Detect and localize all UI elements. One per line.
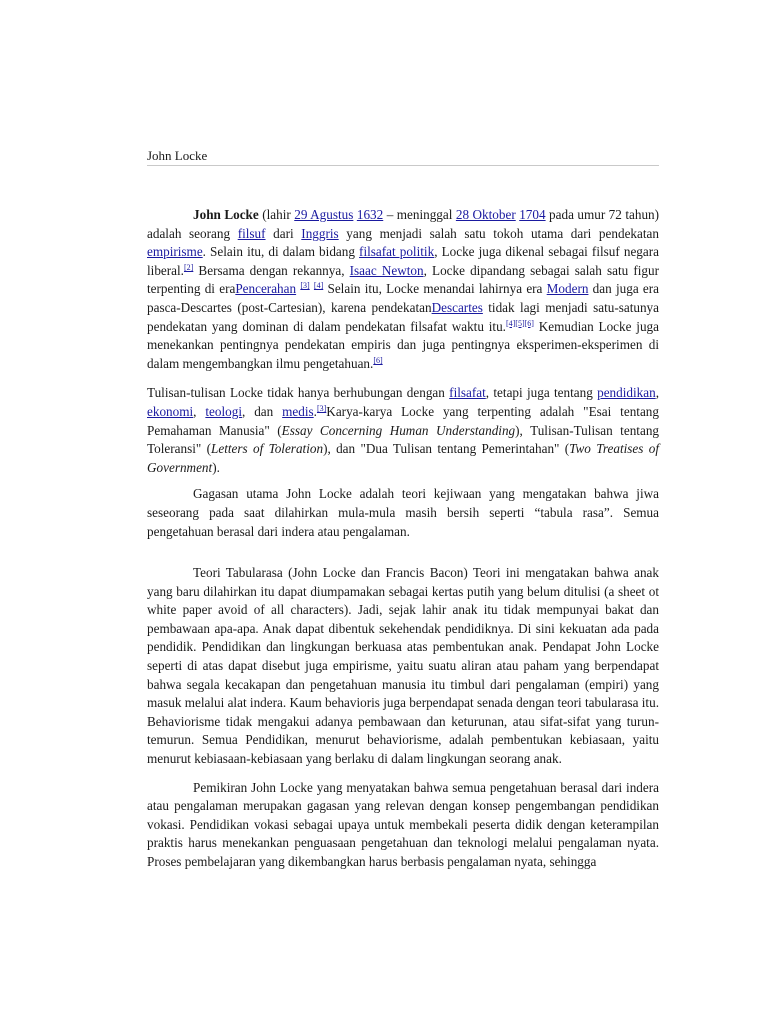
link-1704[interactable]: 1704 <box>519 207 546 222</box>
link-28-oktober[interactable]: 28 Oktober <box>455 207 516 222</box>
link-filsafat[interactable]: filsafat <box>449 385 486 401</box>
link-inggris[interactable]: Inggris <box>301 225 339 241</box>
document-body <box>147 206 659 872</box>
link-medis[interactable]: medis <box>282 403 314 419</box>
link-modern[interactable]: Modern <box>546 281 589 297</box>
link-teologi[interactable]: teologi <box>205 403 242 419</box>
link-empirisme[interactable]: empirisme <box>147 244 203 260</box>
paragraph-works: Tulisan-tulisan Locke tidak hanya berhubungan dengan filsafat, tetapi juga tentang pendidikan, ekonomi, teologi, dan medis.[3]Karya-karya Locke yang terpenting adalah "Esai tentang Pemahaman Manusia" (Essay Concerning Human Understanding), Tulisan-Tulisan tentang Toleransi" (Letters of Toleration), dan "Dua Tulisan tentang Pemerintahan" (Two Treatises of Government). <box>147 385 660 475</box>
citation-4[interactable]: [4] <box>313 281 324 291</box>
link-ekonomi[interactable]: ekonomi <box>147 403 194 419</box>
title-divider <box>147 165 659 166</box>
link-pencerahan[interactable]: Pencerahan <box>235 281 297 297</box>
citation-3b[interactable]: [3] <box>316 403 327 413</box>
page-title: John Locke <box>147 148 208 163</box>
link-filsuf[interactable]: filsuf <box>237 225 266 241</box>
subject-name: John Locke <box>193 207 259 222</box>
citation-6[interactable]: [6] <box>373 355 383 365</box>
citation-2[interactable]: [2] <box>183 262 194 272</box>
paragraph-vocational: Pemikiran John Locke yang menyatakan bahwa semua pengetahuan berasal dari indera atau pengalaman merupakan gagasan yang relevan dengan konsep pengembangan pendidikan vokasi. Pendidikan vokasi sebagai upaya untuk membekali peserta didik dengan keterampilan praktis harus menekankan penguasaan pengetahuan dan teknologi melalui pengalaman nyata. Proses pembelajaran yang dikembangkan harus berbasis pengalaman nyata, sehingga <box>147 779 659 869</box>
paragraph-tabula-rasa: Teori Tabularasa (John Locke dan Francis Bacon) Teori ini mengatakan bahwa anak yang baru dilahirkan itu dapat diumpamakan sebagai kertas putih yang belum ditulisi (a sheet ot white paper avoid of all characters). Jadi, sejak lahir anak itu tidak mempunyai bakat dan pembawaan apa-apa. Anak dapat dibentuk sekehendak pendidiknya. Di sini kekuatan ada pada pendidik. Pendidikan dan lingkungan berkuasa atas pembentukan anak. Pendapat John Locke seperti di atas dapat disebut juga empirisme, yaitu suatu aliran atau paham yang berpendapat bahwa segala kecakapan dan pengetahuan manusia itu timbul dari pengalaman (empiri) yang masuk melalui alat indera. Kaum behavioris juga berpendapat senada dengan teori tabularasa itu. Behaviorisme tidak mengakui adanya pembawaan dan keturunan, atau sifat-sifat yang turun-temurun. Semua Pendidikan, menurut behaviorisme, adalah pembentukan kebiasaan, yaitu menurut kebiasaan-kebiasaan yang berlaku di dalam lingkungan seorang anak. <box>147 565 659 767</box>
link-isaac-newton[interactable]: Isaac Newton <box>349 262 424 278</box>
link-descartes[interactable]: Descartes <box>431 299 483 315</box>
paragraph-main-idea: Gagasan utama John Locke adalah teori kejiwaan yang mengatakan bahwa jiwa seseorang pada saat dilahirkan mula-mula masih bersih seperti “tabula rasa”. Semua pengetahuan berasal dari indera atau pengalaman. <box>147 486 659 539</box>
link-pendidikan[interactable]: pendidikan <box>597 385 656 401</box>
link-1632[interactable]: 1632 <box>356 207 384 222</box>
citation-4-5-6[interactable]: [4][5][6] <box>505 318 534 328</box>
citation-3[interactable]: [3] <box>300 281 310 291</box>
link-filsafat-politik[interactable]: filsafat politik <box>359 244 435 260</box>
link-29-agustus[interactable]: 29 Agustus <box>294 207 354 222</box>
paragraph-intro: John Locke (lahir 29 Agustus 1632 – meninggal 28 Oktober 1704 pada umur 72 tahun) adalah seorang filsuf dari Inggris yang menjadi salah satu tokoh utama dari pendekatan empirisme. Selain itu, di dalam bidang filsafat politik, Locke juga dikenal sebagai filsuf negara liberal.[2] Bersama dengan rekannya, Isaac Newton, Locke dipandang sebagai salah satu figur terpenting di eraPencerahan [3] [4] Selain itu, Locke menandai lahirnya era Modern dan juga era pasca-Descartes (post-Cartesian), karena pendekatanDescartes tidak lagi menjadi satu-satunya pendekatan yang dominan di dalam pendekatan filsafat waktu itu.[4][5][6] Kemudian Locke juga menekankan pentingnya pendekatan empiris dan juga pentingnya eksperimen-eksperimen di dalam mengembangkan ilmu pengetahuan.[6] <box>147 207 660 371</box>
